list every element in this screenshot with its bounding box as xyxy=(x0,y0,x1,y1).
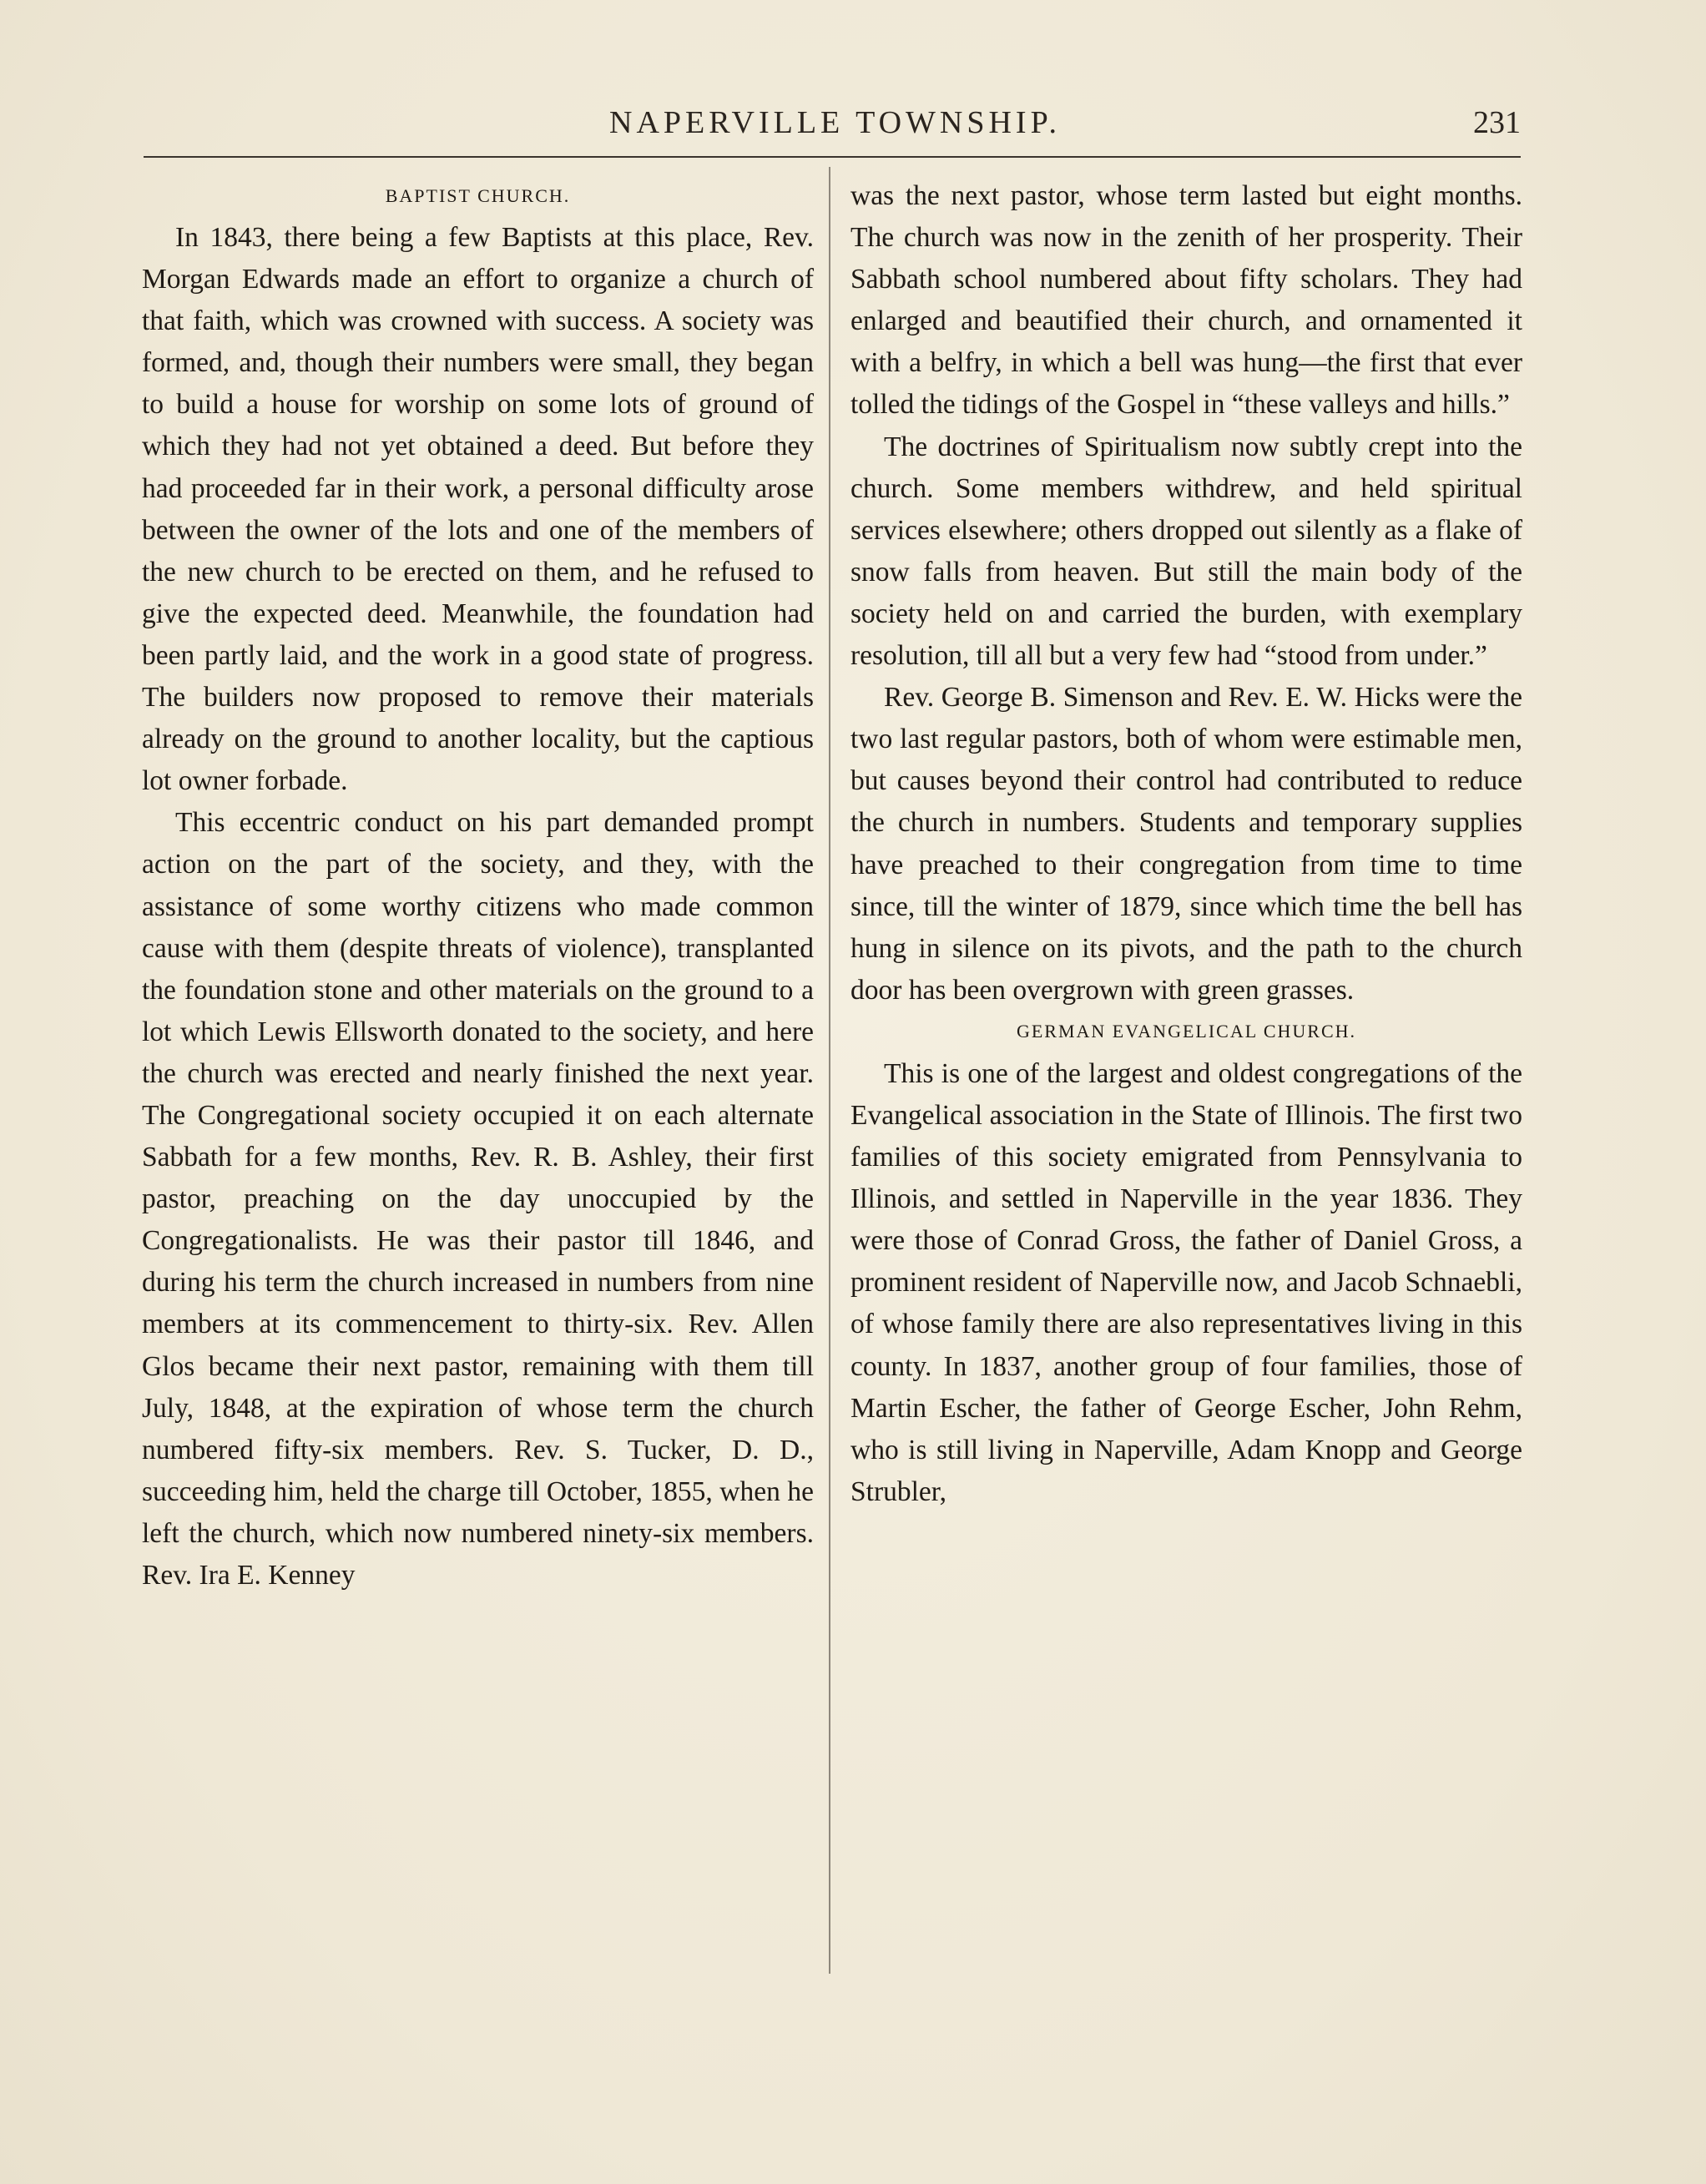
running-head: NAPERVILLE TOWNSHIP. xyxy=(609,105,1062,140)
header-rule xyxy=(144,156,1521,158)
paragraph: The doctrines of Spiritualism now subtly crept into the church. Some members withdrew, and held spiritual services elsewhere; others dropped out silently as a flake of snow falls from heaven. But still the main body of the society held on and carried the burden, with exemplary resolution, till all but a very few had “stood from under.” xyxy=(850,431,1522,672)
left-column xyxy=(142,175,814,1596)
paragraph: This is one of the largest and oldest congregations of the Evangelical association in the State of Illinois. The first two families of this society emigrated from Pennsylvania to Illinois, and settled in Naperville in the year 1836. They were those of Conrad Gross, the father of Daniel Gross, a prominent resident of Naperville now, and Jacob Schnaebli, of whose family there are also representatives living in this county. In 1837, another group of four families, those of Martin Escher, the father of George Escher, John Rehm, who is still living in Naperville, Adam Knopp and George Strubler, xyxy=(850,1057,1522,1507)
right-column xyxy=(850,175,1522,1513)
section-heading-german-evangelical-church: GERMAN EVANGELICAL CHURCH. xyxy=(1016,1020,1357,1042)
section-heading-baptist-church: BAPTIST CHURCH. xyxy=(385,185,571,206)
paragraph: Rev. George B. Simenson and Rev. E. W. Hicks were the two last regular pastors, both of whom were estimable men, but causes beyond their control had contributed to reduce the church in numbers. Students and temporary supplies have preached to their congregation from time to time since, till the winter of 1879, since which time the bell has hung in silence on its pivots, and the path to the church door has been overgrown with green grasses. xyxy=(850,682,1522,1006)
column-divider xyxy=(829,167,830,1974)
paragraph: In 1843, there being a few Baptists at this place, Rev. Morgan Edwards made an effort to organize a church of that faith, which was crowned with success. A society was formed, and, though their numbers were small, they began to build a house for worship on some lots of ground of which they had not yet obtained a deed. But before they had proceeded far in their work, a personal difficulty arose between the owner of the lots and one of the members of the new church to be erected on them, and he refused to give the expected deed. Meanwhile, the foundation had been partly laid, and the work in a good state of progress. The builders now proposed to remove their materials already on the ground to another locality, but the captious lot owner forbade. xyxy=(142,222,814,797)
paragraph-continued: was the next pastor, whose term lasted but eight months. The church was now in the zenith of her prosperity. Their Sabbath school numbered about fifty scholars. They had enlarged and beautified their church, and ornamented it with a belfry, in which a bell was hung—the first that ever tolled the tidings of the Gospel in “these valleys and hills.” xyxy=(850,180,1522,421)
page-number: 231 xyxy=(1473,105,1521,140)
paragraph: This eccentric conduct on his part demanded prompt action on the part of the society, and they, with the assistance of some worthy citizens who made common cause with them (despite threats of violence), transplanted the foundation stone and other materials on the ground to a lot which Lewis Ellsworth donated to the society, and here the church was erected and nearly finished the next year. The Congregational society occupied it on each alternate Sabbath for a few months, Rev. R. B. Ashley, their first pastor, preaching on the day unoccupied by the Congregationalists. He was their pastor till 1846, and during his term the church increased in numbers from nine members at its commencement to thirty-six. Rev. Allen Glos became their next pastor, remaining with them till July, 1848, at the expiration of whose term the church numbered fifty-six members. Rev. S. Tucker, D. D., succeeding him, held the charge till October, 1855, when he left the church, which now numbered ninety-six members. Rev. Ira E. Kenney xyxy=(142,807,814,1591)
